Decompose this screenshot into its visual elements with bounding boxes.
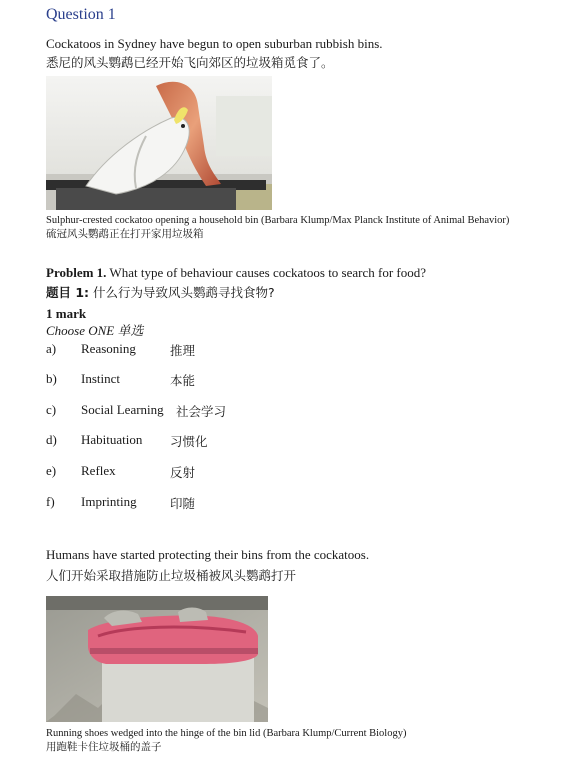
option-label: Reasoning bbox=[81, 341, 136, 356]
humans-text-en: Humans have started protecting their bins from the cockatoos. bbox=[46, 547, 370, 562]
option-label: Reflex bbox=[81, 463, 116, 478]
problem-text-en bbox=[46, 264, 426, 281]
problem-question-cn: 什么行为导致风头鹦鹉寻找食物? bbox=[89, 285, 275, 300]
problem-label-cn: 题目 1: bbox=[46, 285, 90, 300]
option-label: Imprinting bbox=[81, 494, 137, 509]
option-letter: a) bbox=[46, 341, 57, 356]
option-label-cn: 社会学习 bbox=[176, 404, 227, 419]
photo1-caption-en: Sulphur-crested cockatoo opening a household bin (Barbara Klump/Max Planck Institute of Animal Behavior) bbox=[46, 215, 510, 226]
problem-question: What type of behaviour causes cockatoos to search for food? bbox=[106, 265, 427, 280]
option-label-cn: 本能 bbox=[170, 373, 196, 388]
intro-text-en: Cockatoos in Sydney have begun to open suburban rubbish bins. bbox=[46, 36, 383, 51]
question-title: Question 1 bbox=[46, 6, 116, 23]
option-letter: b) bbox=[46, 371, 57, 386]
option-label: Instinct bbox=[81, 371, 120, 386]
option-letter: d) bbox=[46, 432, 57, 447]
problem-text-cn bbox=[46, 284, 275, 301]
marks-label: 1 mark bbox=[46, 306, 87, 321]
photo2-caption-cn: 用跑鞋卡住垃圾桶的盖子 bbox=[46, 741, 162, 753]
option-label-cn: 推理 bbox=[170, 343, 196, 358]
option-letter: e) bbox=[46, 463, 57, 478]
option-label: Social Learning bbox=[81, 402, 164, 417]
option-letter: f) bbox=[46, 494, 55, 509]
option-label: Habituation bbox=[81, 432, 143, 447]
problem-label: Problem 1. bbox=[46, 265, 107, 280]
intro-text-cn: 悉尼的风头鹦鹉已经开始飞向郊区的垃圾箱觅食了。 bbox=[46, 55, 334, 70]
option-label-cn: 习惯化 bbox=[170, 434, 208, 449]
photo1-caption-cn: 硫冠风头鹦鹉正在打开家用垃圾箱 bbox=[46, 228, 204, 240]
option-letter: c) bbox=[46, 402, 57, 417]
option-label-cn: 印随 bbox=[170, 496, 196, 511]
photo2-caption-en: Running shoes wedged into the hinge of the bin lid (Barbara Klump/Current Biology) bbox=[46, 728, 407, 739]
bin-shoes-photo bbox=[46, 596, 268, 722]
cockatoo-bin-photo bbox=[46, 76, 272, 210]
choose-instruction: Choose ONE 单选 bbox=[46, 323, 144, 338]
humans-text-cn: 人们开始采取措施防止垃圾桶被风头鹦鹉打开 bbox=[46, 568, 297, 583]
option-label-cn: 反射 bbox=[170, 465, 196, 480]
